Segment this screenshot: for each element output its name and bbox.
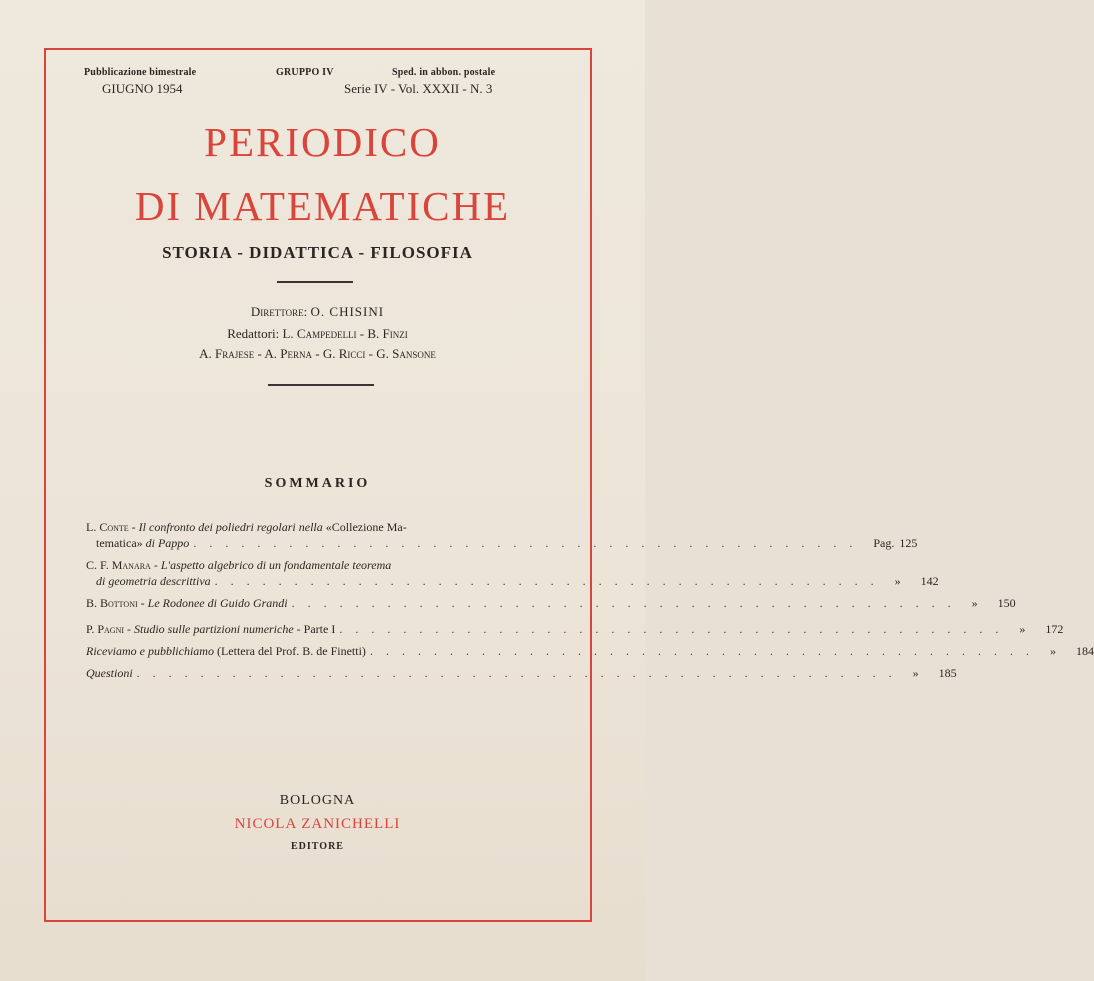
divider-short (277, 281, 353, 283)
publisher-name: NICOLA ZANICHELLI (234, 816, 401, 832)
toc-page: 185 (938, 666, 957, 680)
toc-page-prefix: » (1049, 644, 1056, 658)
toc-page-prefix: » (1019, 622, 1026, 636)
editors-names-1: L. Campedelli - B. Finzi (282, 326, 408, 341)
toc-page: 142 (920, 574, 939, 588)
divider-long (268, 384, 374, 386)
toc-title: Riceviamo e pubblichiamo (86, 644, 214, 658)
editors-line1 (0, 326, 635, 342)
toc-title-cont: «Collezione Ma- (325, 520, 407, 534)
toc-entry-3: B. Bottoni - Le Rodonee di Guido Grandi . . . . . . . . . . . . . . . . . . . . . . . . . . . . . . . . . . . . . . . . . . » 150 (86, 596, 1016, 610)
toc-page-prefix: » (971, 596, 978, 610)
toc-title-cont: di geometria descrittiva (96, 574, 211, 588)
toc-page-prefix: » (912, 666, 919, 680)
journal-subtitle: STORIA - DIDATTICA - FILOSOFIA (162, 243, 473, 262)
toc-title-cont: tematica» (96, 536, 143, 550)
toc-title-cont: (Lettera del Prof. B. de Finetti) (216, 644, 366, 658)
toc-title: Questioni (86, 666, 133, 680)
postal-note: Sped. in abbon. postale (392, 67, 496, 78)
journal-title-line1: PERIODICO (204, 119, 441, 165)
director-name: O. CHISINI (310, 304, 385, 319)
periodicity: Pubblicazione bimestrale (84, 67, 197, 78)
toc-entry-4: P. Pagni - Studio sulle partizioni numeriche - Parte I . . . . . . . . . . . . . . . . . . . . . . . . . . . . . . . . . . . . . . . . . . » 172 (86, 622, 1064, 636)
toc-page-prefix: Pag. (873, 536, 895, 550)
editors-label: Redattori: (227, 326, 280, 341)
group: GRUPPO IV (276, 67, 334, 78)
publisher-city: BOLOGNA (279, 793, 356, 808)
toc-heading: SOMMARIO (264, 476, 371, 491)
toc-title: Il confronto dei poliedri regolari nella (138, 520, 323, 534)
toc-page: 172 (1045, 622, 1064, 636)
toc-author: L. Conte - (86, 520, 136, 534)
toc-page: 125 (899, 536, 918, 550)
toc-title: L'aspetto algebrico di un fondamentale teorema (160, 558, 392, 572)
toc-page: 184 (1075, 644, 1094, 658)
toc-entry-1: L. Conte - Il confronto dei poliedri regolari nella «Collezione Ma- tematica» di Pappo . . . . . . . . . . . . . . . . . . . . . . . . . . . . . . . . . . . . . . . . . . Pag. 125 (86, 520, 918, 550)
toc-title: Studio sulle partizioni numeriche (134, 622, 294, 636)
toc-author: C. F. Manara - (86, 558, 158, 572)
toc-title: Le Rodonee di Guido Grandi (147, 596, 288, 610)
toc-author: B. Bottoni - (86, 596, 145, 610)
editors-line2: A. Frajese - A. Perna - G. Ricci - G. Sansone (199, 346, 436, 361)
toc-entry-2: C. F. Manara - L'aspetto algebrico di un fondamentale teorema di geometria descrittiva . . . . . . . . . . . . . . . . . . . . . . . . . . . . . . . . . . . . . . . . . . » 142 (86, 558, 939, 588)
journal-title-line2: DI MATEMATICHE (134, 183, 511, 229)
director-line (0, 304, 635, 320)
toc-title-cont: di Pappo (145, 536, 190, 550)
series-volume: Serie IV - Vol. XXXII - N. 3 (344, 81, 493, 96)
publisher-role: EDITORE (291, 841, 344, 852)
issue-date: GIUGNO 1954 (102, 81, 183, 96)
toc-page-prefix: » (894, 574, 901, 588)
toc-author: P. Pagni - (86, 622, 132, 636)
toc-title-cont: - Parte I (296, 622, 336, 636)
toc-entry-6: Questioni . . . . . . . . . . . . . . . . . . . . . . . . . . . . . . . . . . . . . . . . . . . . . . . . » 185 (86, 666, 957, 680)
toc-page: 150 (997, 596, 1016, 610)
director-label: Direttore: (250, 304, 308, 319)
toc-entry-5: Riceviamo e pubblichiamo (Lettera del Prof. B. de Finetti) . . . . . . . . . . . . . . . . . . . . . . . . . . . . . . . . . . . . . . . . . . » 184 (86, 644, 1094, 658)
